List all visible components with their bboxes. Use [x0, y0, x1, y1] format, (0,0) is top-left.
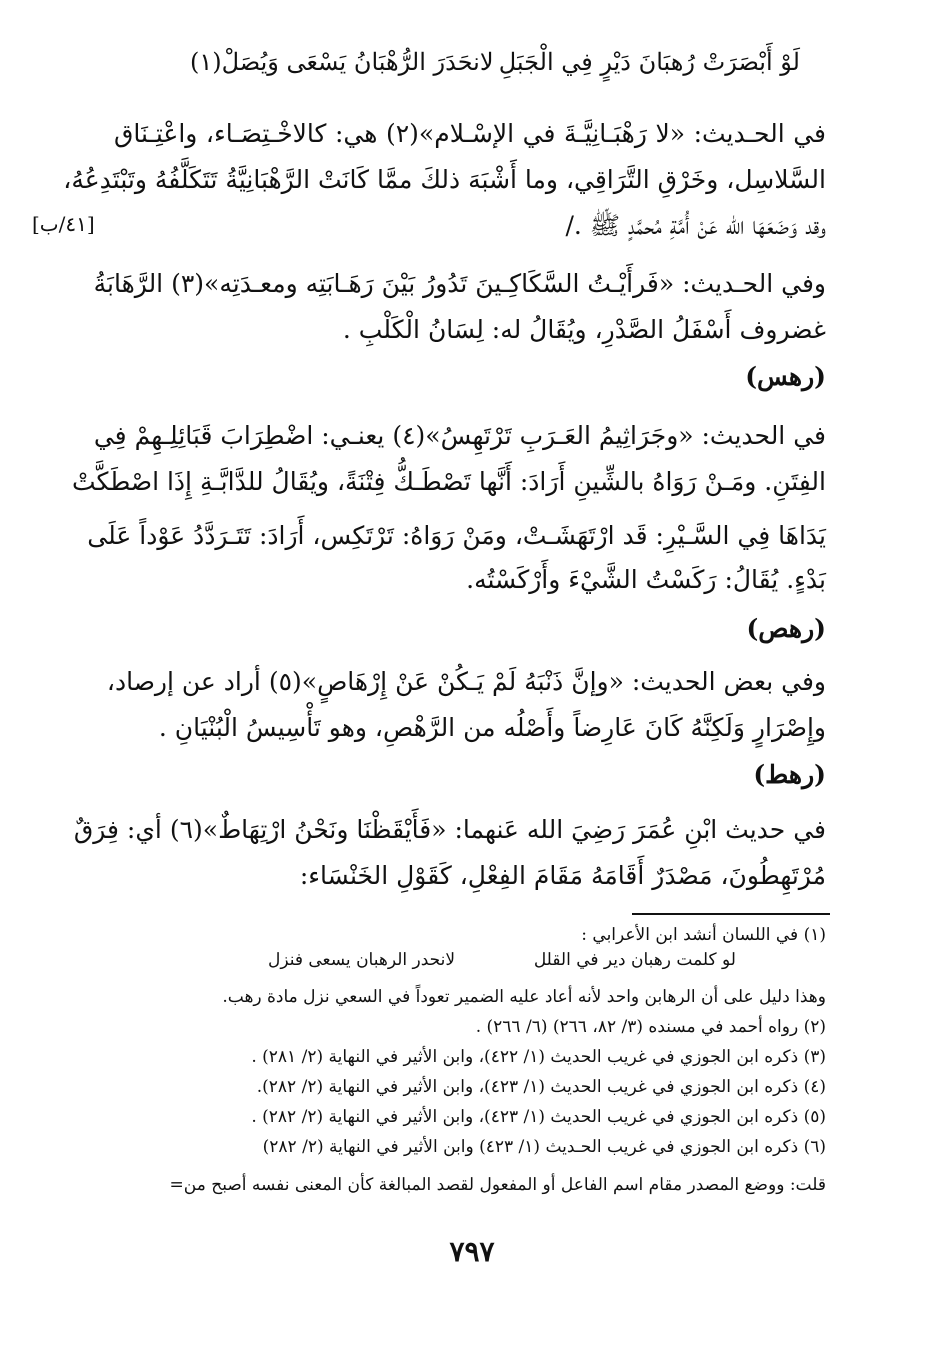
footnote-1-verse — [268, 950, 736, 970]
section-heading-rahs2: (رهص) — [746, 614, 826, 643]
text-line: مُرْتَهِطُونَ، مَصْدَرٌ أَقَامَهُ مَقَامَ الفِعْلِ، كَقَوْلِ الخَنْسَاء: — [299, 861, 826, 890]
text-line: غضروف أَسْفَلُ الصَّدْرِ، ويُقَالُ له: لِسَانُ الْكَلْبِ . — [342, 315, 826, 344]
footnote-continuation: قلت: ووضع المصدر مقام اسم الفاعل أو المفعول لقصد المبالغة كأن المعنى نفسه أصبح من= — [169, 1175, 826, 1195]
text-line: في حديث ابْنِ عُمَرَ رَضِيَ الله عَنهما: «فَأَيْقَظْنَا ونَحْنُ ارْتِهَاطٌ»(٦) أي: فِرَقٌ — [73, 815, 826, 844]
text-line: وإِصْرَارٍ وَلَكِنَّهُ كَانَ عَارِضاً وأَصْلُه من الرَّهْصِ، وهو تَأْسِيسُ الْبُنْيَانِ . — [158, 713, 826, 742]
footnote-1-verse-a: لو كلمت رهبان دير في القلل — [533, 950, 736, 970]
text-line: وقد وَضَعَهَا الله عَنْ أُمَّةِ مُحمَّدٍ ﷺ ./ — [565, 211, 826, 240]
text-line: وفي بعض الحديث: «وإنَّ ذَنْبَهُ لَمْ يَـكُنْ عَنْ إِرْهَاصٍ»(٥) أراد عن إرصاد، — [106, 667, 826, 696]
text-line: السَّلاسِل، وخَرْقِ التَّرَاقِي، وما أَشْبَهَ ذلكَ ممَّا كَانَتْ الرَّهْبَانِيَّةُ تَتَكَلَّفُهُ وتَبْتَدِعُهُ، — [63, 165, 826, 194]
footnote-1-verse-b: لانحدر الرهبان يسعى فنزل — [268, 950, 456, 970]
footnote-5: (٥) ذكره ابن الجوزي في غريب الحديث (١/ ٤٢٣)، وابن الأثير في النهاية (٢/ ٢٨٢) . — [251, 1107, 826, 1127]
text-line: في الحـديث: «لا رَهْبَـانِيَّـةَ في الإسْـلام»(٢) هي: كالاخْـتِصَـاء، واعْتِـنَاق — [114, 119, 826, 148]
section-heading-raht: (رهط) — [753, 760, 826, 789]
page-number: ٧٩٧ — [449, 1235, 495, 1268]
footnote-1: (١) في اللسان أنشد ابن الأعرابي : — [581, 925, 826, 945]
footnote-4: (٤) ذكره ابن الجوزي في غريب الحديث (١/ ٤٢٣)، وابن الأثير في النهاية (٢/ ٢٨٢). — [256, 1077, 826, 1097]
verse-hemistich-2: لانحَدَرَ الرُّهْبَانُ يَسْعَى وَيُصَلْ(١) — [190, 48, 494, 76]
section-heading-rahs: (رهس) — [745, 362, 826, 391]
footnote-2: (٢) رواه أحمد في مسنده (٣/ ٨٢، ٢٦٦) (٦/ ٢٦٦) . — [475, 1017, 826, 1037]
text-line: يَدَاهَا فِي السَّـيْرِ: قَد ارْتَهَشَـتْ، ومَنْ رَوَاهُ: تَرْتَكِس، أَرَادَ: تَتَـرَدَّدُ عَوْداً عَلَى — [87, 521, 826, 550]
footnote-6: (٦) ذكره ابن الجوزي في غريب الحـديث (١/ ٤٢٣) وابن الأثير في النهاية (٢/ ٢٨٢) — [262, 1137, 826, 1157]
text-line: وفي الحـديث: «فَرأَيْـتُ السَّكَاكِـينَ تَدُورُ بَيْنَ رَهَـابَتِه ومعـدَتِه»(٣) الرَّهَابَةُ — [93, 269, 826, 298]
text-line: الفِتَنِ. ومَـنْ رَوَاهُ بالشِّينِ أَرَادَ: أَنَّها تَصْطَـكُّ فِتْنَةً، ويُقَالُ للدَّابَّـةِ إِذَا اصْطَكَّتْ — [71, 467, 826, 496]
verse-hemistich-1: لَوْ أَبْصَرَتْ رُهبَانَ دَيْرٍ فِي الْجَبَلِ — [498, 48, 800, 76]
verse-line — [190, 48, 800, 76]
text-line: بَدْءٍ. يُقَالُ: رَكَسْتُ الشَّيْءَ وأَرْكَسْتُه. — [466, 565, 826, 594]
footnote-1-note: وهذا دليل على أن الرهابن واحد لأنه أعاد عليه الضمير تعوداً في السعي نزل مادة رهب. — [222, 987, 826, 1007]
text-line: في الحديث: «وجَرَاثِيمُ العَـرَبِ تَرْتَهِسُ»(٤) يعنـي: اضْطِرَابَ قَبَائِلِـهِمْ فِي — [93, 421, 826, 450]
footnote-separator — [632, 913, 830, 915]
footnote-3: (٣) ذكره ابن الجوزي في غريب الحديث (١/ ٤٢٢)، وابن الأثير في النهاية (٢/ ٢٨١) . — [251, 1047, 826, 1067]
folio-marker: [٤١/ب] — [32, 212, 95, 236]
